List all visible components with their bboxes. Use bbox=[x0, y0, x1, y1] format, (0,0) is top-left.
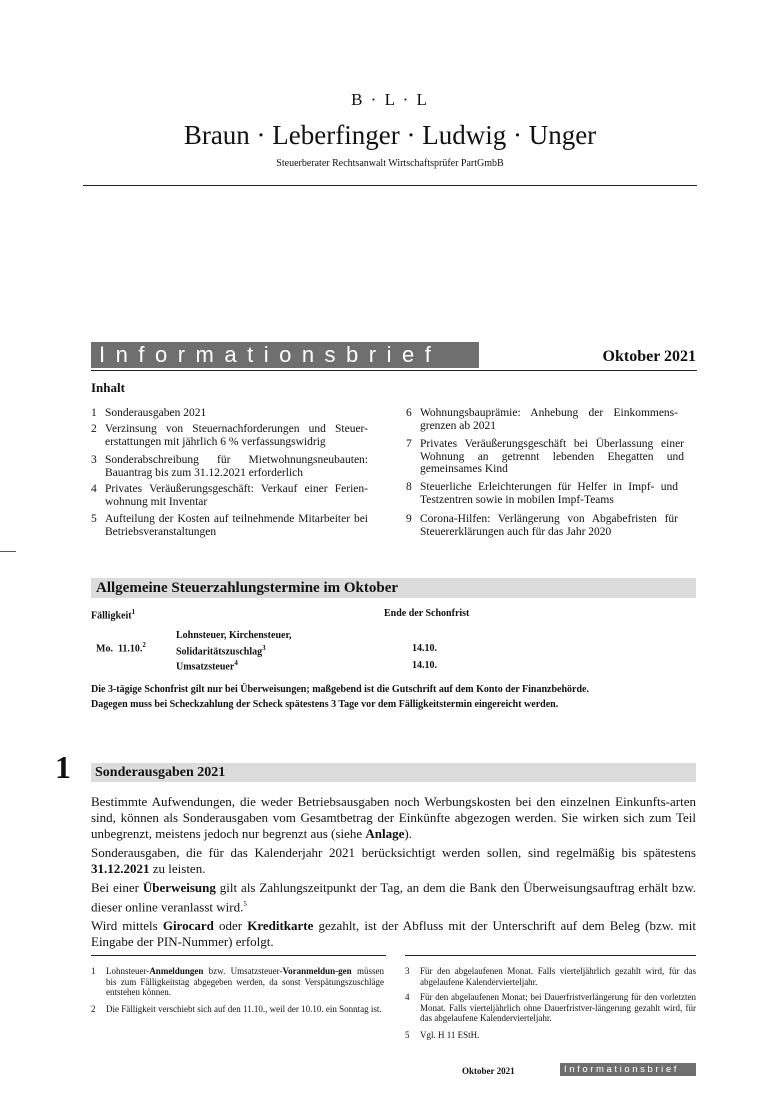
tax-item-date: 14.10. bbox=[412, 643, 437, 654]
due-date-value: Mo. 11.10. bbox=[96, 643, 143, 655]
tax-item-name: Lohnsteuer, Kirchensteuer, Solidaritätszuschlag bbox=[176, 630, 292, 658]
bold-run: 31.12.2021 bbox=[91, 861, 150, 876]
footnote-text: Die Fälligkeit verschiebt sich auf den 11.10., weil der 10.10. ein Sonntag ist. bbox=[106, 1004, 382, 1014]
bold-run: Anmeldungen bbox=[149, 966, 204, 976]
paragraph bbox=[91, 880, 696, 915]
section-1-header bbox=[55, 750, 696, 790]
bold-run: Kreditkarte bbox=[247, 918, 314, 934]
section-number: 1 bbox=[55, 749, 71, 785]
bold-run: Girocard bbox=[162, 918, 214, 934]
section-title: Sonderausgaben 2021 bbox=[91, 763, 696, 782]
due-date-footnote-ref: 2 bbox=[142, 641, 146, 649]
footer-month: Oktober 2021 bbox=[462, 1066, 515, 1076]
due-footnote-ref: 1 bbox=[131, 608, 136, 616]
footnote-text bbox=[106, 966, 384, 998]
toc-number: 9 bbox=[406, 513, 412, 525]
firm-name: Braun · Leberfinger · Ludwig · Unger bbox=[183, 120, 597, 150]
tax-item-vat bbox=[176, 659, 238, 672]
due-date bbox=[91, 630, 146, 654]
toc-item bbox=[406, 481, 678, 509]
letterhead-rule bbox=[83, 185, 697, 186]
bold-run: Voranmeldun-gen bbox=[282, 966, 352, 976]
text-run: Bei einer bbox=[91, 880, 143, 895]
text-run: bzw. Umsatzsteuer- bbox=[203, 966, 283, 976]
toc-number: 1 bbox=[91, 407, 97, 419]
toc-number: 6 bbox=[406, 407, 412, 419]
toc-item bbox=[406, 407, 678, 435]
toc-number: 8 bbox=[406, 481, 412, 493]
text-run: müssen bis zum Fälligkeitstag abgegeben werden, da sonst Verspätungszuschläge entstehen können. bbox=[106, 966, 384, 997]
due-label: Fälligkeit bbox=[91, 610, 132, 622]
toc-text: Aufteilung der Kosten auf teilnehmende Mitarbeiter bei Betriebsveranstaltungen bbox=[105, 513, 368, 538]
text-run: gezahlt, ist der Abfluss mit der Unterschrift auf dem Beleg (bzw. mit Eingabe der PIN-Nummer) erfolgt. bbox=[91, 918, 696, 950]
footnote-ref: 5 bbox=[243, 900, 247, 908]
tax-dates-heading: Allgemeine Steuerzahlungstermine im Oktober bbox=[91, 578, 696, 598]
toc-number: 7 bbox=[406, 438, 412, 450]
footnote-number: 4 bbox=[405, 992, 410, 1002]
text-run: oder bbox=[213, 918, 248, 934]
text-run: Bestimmte Aufwendungen, die weder Betriebsausgaben noch Werbungskosten bei den einzelnen Einkunfts-arten sind, können als Sonderausgaben vom Gesamtbetrag der Einkünfte abgezogen werden. Sie wirken sich zum Teil unbegrenzt, meistens jedoch nur begrenzt aus (siehe bbox=[91, 794, 696, 841]
footnote-4 bbox=[405, 992, 696, 1025]
text-run: Lohnsteuer- bbox=[106, 966, 150, 976]
footnote-1 bbox=[91, 966, 384, 999]
footnote-2 bbox=[91, 1004, 384, 1026]
tax-item-name: Umsatzsteuer bbox=[176, 661, 235, 673]
toc-item bbox=[91, 483, 368, 511]
text-run: zu leisten. bbox=[149, 861, 206, 876]
toc-text: Steuerliche Erleichterungen für Helfer in Impf- und Testzentren sowie in mobilen Impf-Teams bbox=[420, 481, 678, 506]
toc-text: Corona-Hilfen: Verlängerung von Abgabefristen für Steuererklärungen auch für das Jahr 2020 bbox=[420, 513, 678, 538]
footnote-rule bbox=[91, 955, 386, 956]
paragraph bbox=[91, 845, 696, 877]
footnote-text: Für den abgelaufenen Monat. Falls vierteljährlich gezahlt wird, für das abgelaufene Kalendervierteljahr. bbox=[420, 966, 696, 987]
footnote-number: 1 bbox=[91, 966, 96, 976]
toc-item bbox=[91, 423, 368, 451]
toc-text: Sonderausgaben 2021 bbox=[105, 407, 207, 419]
toc-item bbox=[91, 407, 368, 421]
toc-text: Privates Veräußerungsgeschäft bei Überlassung einer Wohnung an getrennt lebenden Ehegatten und gemeinsames Kind bbox=[420, 438, 684, 475]
contents-heading: Inhalt bbox=[91, 380, 125, 395]
issue-month: Oktober 2021 bbox=[602, 348, 696, 365]
due-column-header bbox=[91, 608, 135, 621]
footnote-number: 2 bbox=[91, 1004, 96, 1014]
toc-item bbox=[406, 438, 684, 478]
text-run: ). bbox=[404, 826, 412, 841]
bold-run: Anlage bbox=[365, 826, 405, 841]
tax-item-date: 14.10. bbox=[412, 660, 437, 671]
toc-text: Verzinsung von Steuernachforderungen und Steuer-erstattungen mit jährlich 6 % verfassungswidrig bbox=[105, 423, 368, 448]
footnote-5 bbox=[405, 1030, 696, 1042]
section-1-body bbox=[91, 794, 696, 953]
informationsbrief-banner: Informationsbrief bbox=[91, 342, 479, 368]
footnote-rule bbox=[405, 955, 696, 956]
footnote-text: Vgl. H 11 EStH. bbox=[420, 1030, 480, 1040]
banner-rule bbox=[91, 370, 697, 371]
tax-item-wage bbox=[176, 630, 326, 658]
firm-subtitle: Steuerberater Rechtsanwalt Wirtschaftsprüfer PartGmbB bbox=[276, 158, 504, 169]
toc-number: 5 bbox=[91, 513, 97, 525]
grace-note-1: Die 3-tägige Schonfrist gilt nur bei Überweisungen; maßgebend ist die Gutschrift auf dem Konto der Finanzbehörde. bbox=[91, 684, 589, 695]
footnote-text: Für den abgelaufenen Monat; bei Dauerfristverlängerung für den vorletzten Monat. Falls vierteljährlich ohne Dauerfristver-längerung gezahlt wird, für das abgelaufene Kalendervierteljahr. bbox=[420, 992, 696, 1023]
tax-item-footnote-ref: 3 bbox=[262, 644, 266, 652]
text-run: Sonderausgaben, die für das Kalenderjahr 2021 berücksichtigt werden sollen, sind regelmäßig bis spätestens bbox=[91, 845, 696, 860]
toc-text: Wohnungsbauprämie: Anhebung der Einkommens-grenzen ab 2021 bbox=[420, 407, 678, 432]
toc-number: 2 bbox=[91, 423, 97, 435]
toc-text: Sonderabschreibung für Mietwohnungsneubauten: Bauantrag bis zum 31.12.2021 erforderlich bbox=[105, 454, 368, 479]
toc-text: Privates Veräußerungsgeschäft: Verkauf einer Ferien-wohnung mit Inventar bbox=[105, 483, 368, 508]
tax-item-footnote-ref: 4 bbox=[234, 659, 238, 667]
grace-note-2: Dagegen muss bei Scheckzahlung der Scheck spätestens 3 Tage vor dem Fälligkeitstermin eingereicht werden. bbox=[91, 699, 559, 710]
text-run: gilt als Zahlungszeitpunkt der Tag, an dem die Bank den Überweisungsauftrag erhält bzw. dieser online veranlasst wird. bbox=[91, 880, 696, 915]
paragraph bbox=[91, 794, 696, 842]
firm-abbreviation: B · L · L bbox=[351, 90, 429, 109]
footnote-number: 3 bbox=[405, 966, 410, 976]
grace-column-header: Ende der Schonfrist bbox=[384, 608, 470, 619]
footnote-3 bbox=[405, 966, 696, 988]
toc-item bbox=[406, 513, 678, 541]
toc-number: 4 bbox=[91, 483, 97, 495]
bold-run: Überweisung bbox=[142, 880, 216, 895]
paragraph bbox=[91, 918, 696, 950]
toc-item bbox=[91, 513, 368, 541]
text-run: Wird mittels bbox=[91, 918, 163, 934]
toc-item bbox=[91, 454, 368, 482]
fold-mark bbox=[0, 551, 16, 552]
footnote-number: 5 bbox=[405, 1030, 410, 1040]
footer-banner: Informationsbrief bbox=[560, 1063, 696, 1076]
toc-number: 3 bbox=[91, 454, 97, 466]
